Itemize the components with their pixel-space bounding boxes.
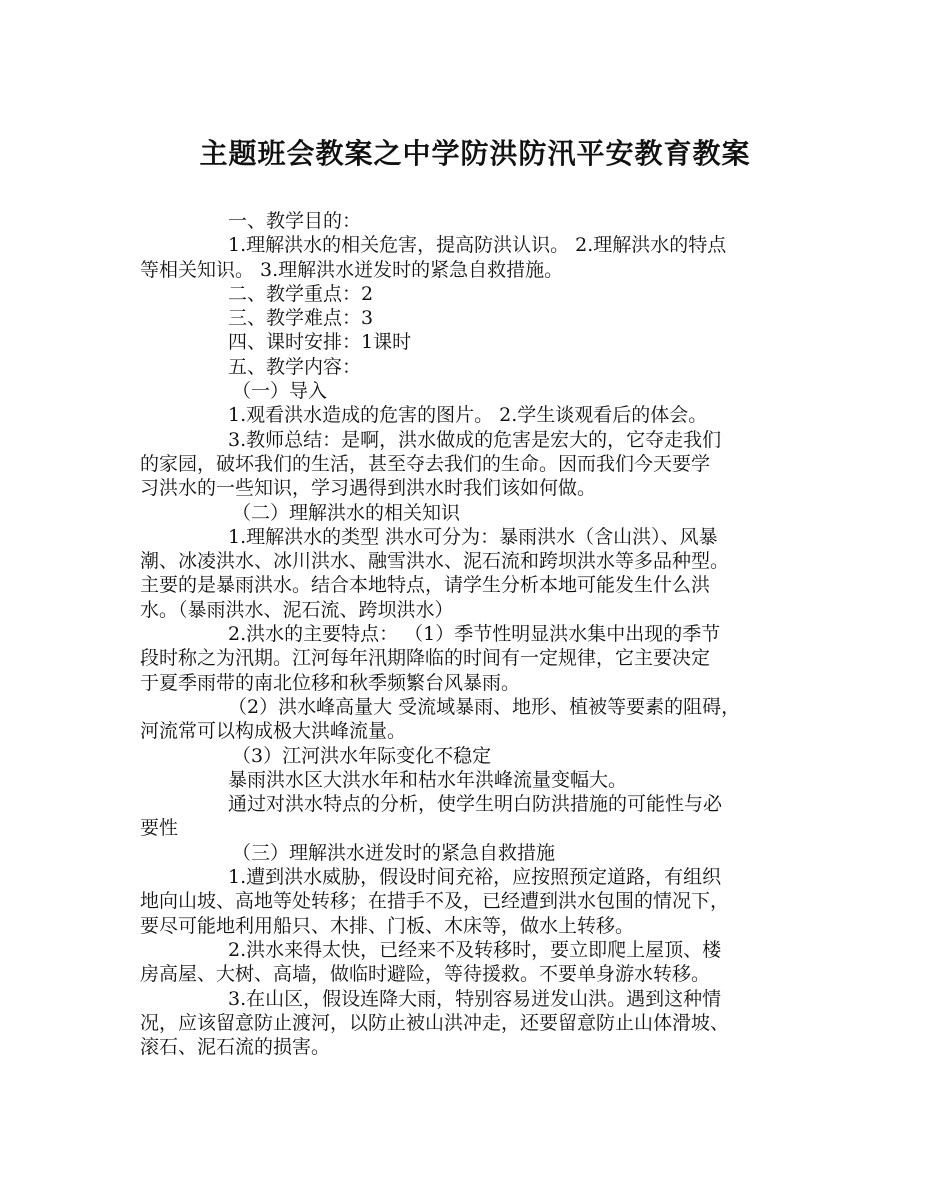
subsection-heading: （一）导入 bbox=[232, 380, 328, 403]
paragraph-line: 主要的是暴雨洪水。结合本地特点，请学生分析本地可能发生什么洪 bbox=[140, 574, 711, 597]
paragraph-line: 等相关知识。 3.理解洪水迸发时的紧急自救措施。 bbox=[140, 258, 564, 281]
document-title: 主题班会教案之中学防洪防汛平安教育教案 bbox=[199, 137, 751, 170]
paragraph-line: 1.遭到洪水威胁，假设时间充裕，应按照预定道路，有组织 bbox=[228, 866, 722, 889]
paragraph-line: 暴雨洪水区大洪水年和枯水年洪峰流量变幅大。 bbox=[228, 768, 628, 791]
paragraph-line: 2.洪水来得太快，已经来不及转移时，要立即爬上屋顶、楼 bbox=[228, 938, 722, 961]
section-heading: 五、教学内容： bbox=[228, 355, 362, 378]
paragraph-line: （2）洪水峰高量大 受流域暴雨、地形、植被等要素的阻碍， bbox=[228, 695, 741, 718]
section-heading: 一、教学目的： bbox=[228, 210, 362, 232]
paragraph-line: 的家园，破坏我们的生活，甚至夺去我们的生命。因而我们今天要学 bbox=[140, 452, 711, 475]
section-heading: 四、课时安排：1课时 bbox=[228, 331, 412, 354]
paragraph-line: 潮、冰凌洪水、冰川洪水、融雪洪水、泥石流和跨坝洪水等多品种型。 bbox=[140, 550, 730, 573]
paragraph-line: 3.在山区，假设连降大雨，特别容易迸发山洪。遇到这种情 bbox=[228, 987, 722, 1010]
paragraph-line: 段时称之为汛期。江河每年汛期降临的时间有一定规律，它主要决定 bbox=[140, 647, 711, 670]
paragraph-line: 水。（暴雨洪水、泥石流、跨坝洪水） bbox=[140, 598, 454, 621]
subsection-heading: （三）理解洪水迸发时的紧急自救措施 bbox=[232, 841, 556, 864]
paragraph-line: （3）江河洪水年际变化不稳定 bbox=[232, 744, 492, 767]
paragraph-line: 要性 bbox=[140, 817, 179, 840]
paragraph-line: 习洪水的一些知识，学习遇得到洪水时我们该如何做。 bbox=[140, 477, 597, 500]
document-body bbox=[140, 209, 820, 1059]
section-heading: 二、教学重点：2 bbox=[228, 282, 374, 305]
paragraph-line: 1.理解洪水的类型 洪水可分为：暴雨洪水（含山洪）、风暴 bbox=[228, 525, 718, 548]
section-heading: 三、教学难点：3 bbox=[228, 307, 374, 330]
paragraph-line: 通过对洪水特点的分析，使学生明白防洪措施的可能性与必 bbox=[228, 793, 723, 816]
paragraph-line: 2.洪水的主要特点： （1）季节性明显洪水集中出现的季节 bbox=[228, 623, 721, 646]
paragraph-line: 于夏季雨带的南北位移和秋季频繁台风暴雨。 bbox=[140, 671, 521, 694]
paragraph-line: 1.理解洪水的相关危害，提高防洪认识。 2.理解洪水的特点 bbox=[228, 234, 727, 257]
paragraph-line: 河流常可以构成极大洪峰流量。 bbox=[140, 720, 407, 743]
subsection-heading: （二）理解洪水的相关知识 bbox=[232, 501, 461, 524]
paragraph-line: 滚石、泥石流的损害。 bbox=[140, 1036, 331, 1059]
paragraph-line: 要尽可能地利用船只、木排、门板、木床等，做水上转移。 bbox=[140, 914, 635, 937]
paragraph-line: 3.教师总结：是啊，洪水做成的危害是宏大的，它夺走我们 bbox=[228, 428, 722, 451]
paragraph-line: 1.观看洪水造成的危害的图片。 2.学生谈观看后的体会。 bbox=[228, 404, 708, 427]
paragraph-line: 地向山坡、高地等处转移；在措手不及，已经遭到洪水包围的情况下， bbox=[140, 890, 730, 913]
paragraph-line: 况，应该留意防止渡河，以防止被山洪冲走，还要留意防止山体滑坡、 bbox=[140, 1011, 730, 1034]
paragraph-line: 房高屋、大树、高墙，做临时避险，等待援救。不要单身游水转移。 bbox=[140, 963, 711, 986]
